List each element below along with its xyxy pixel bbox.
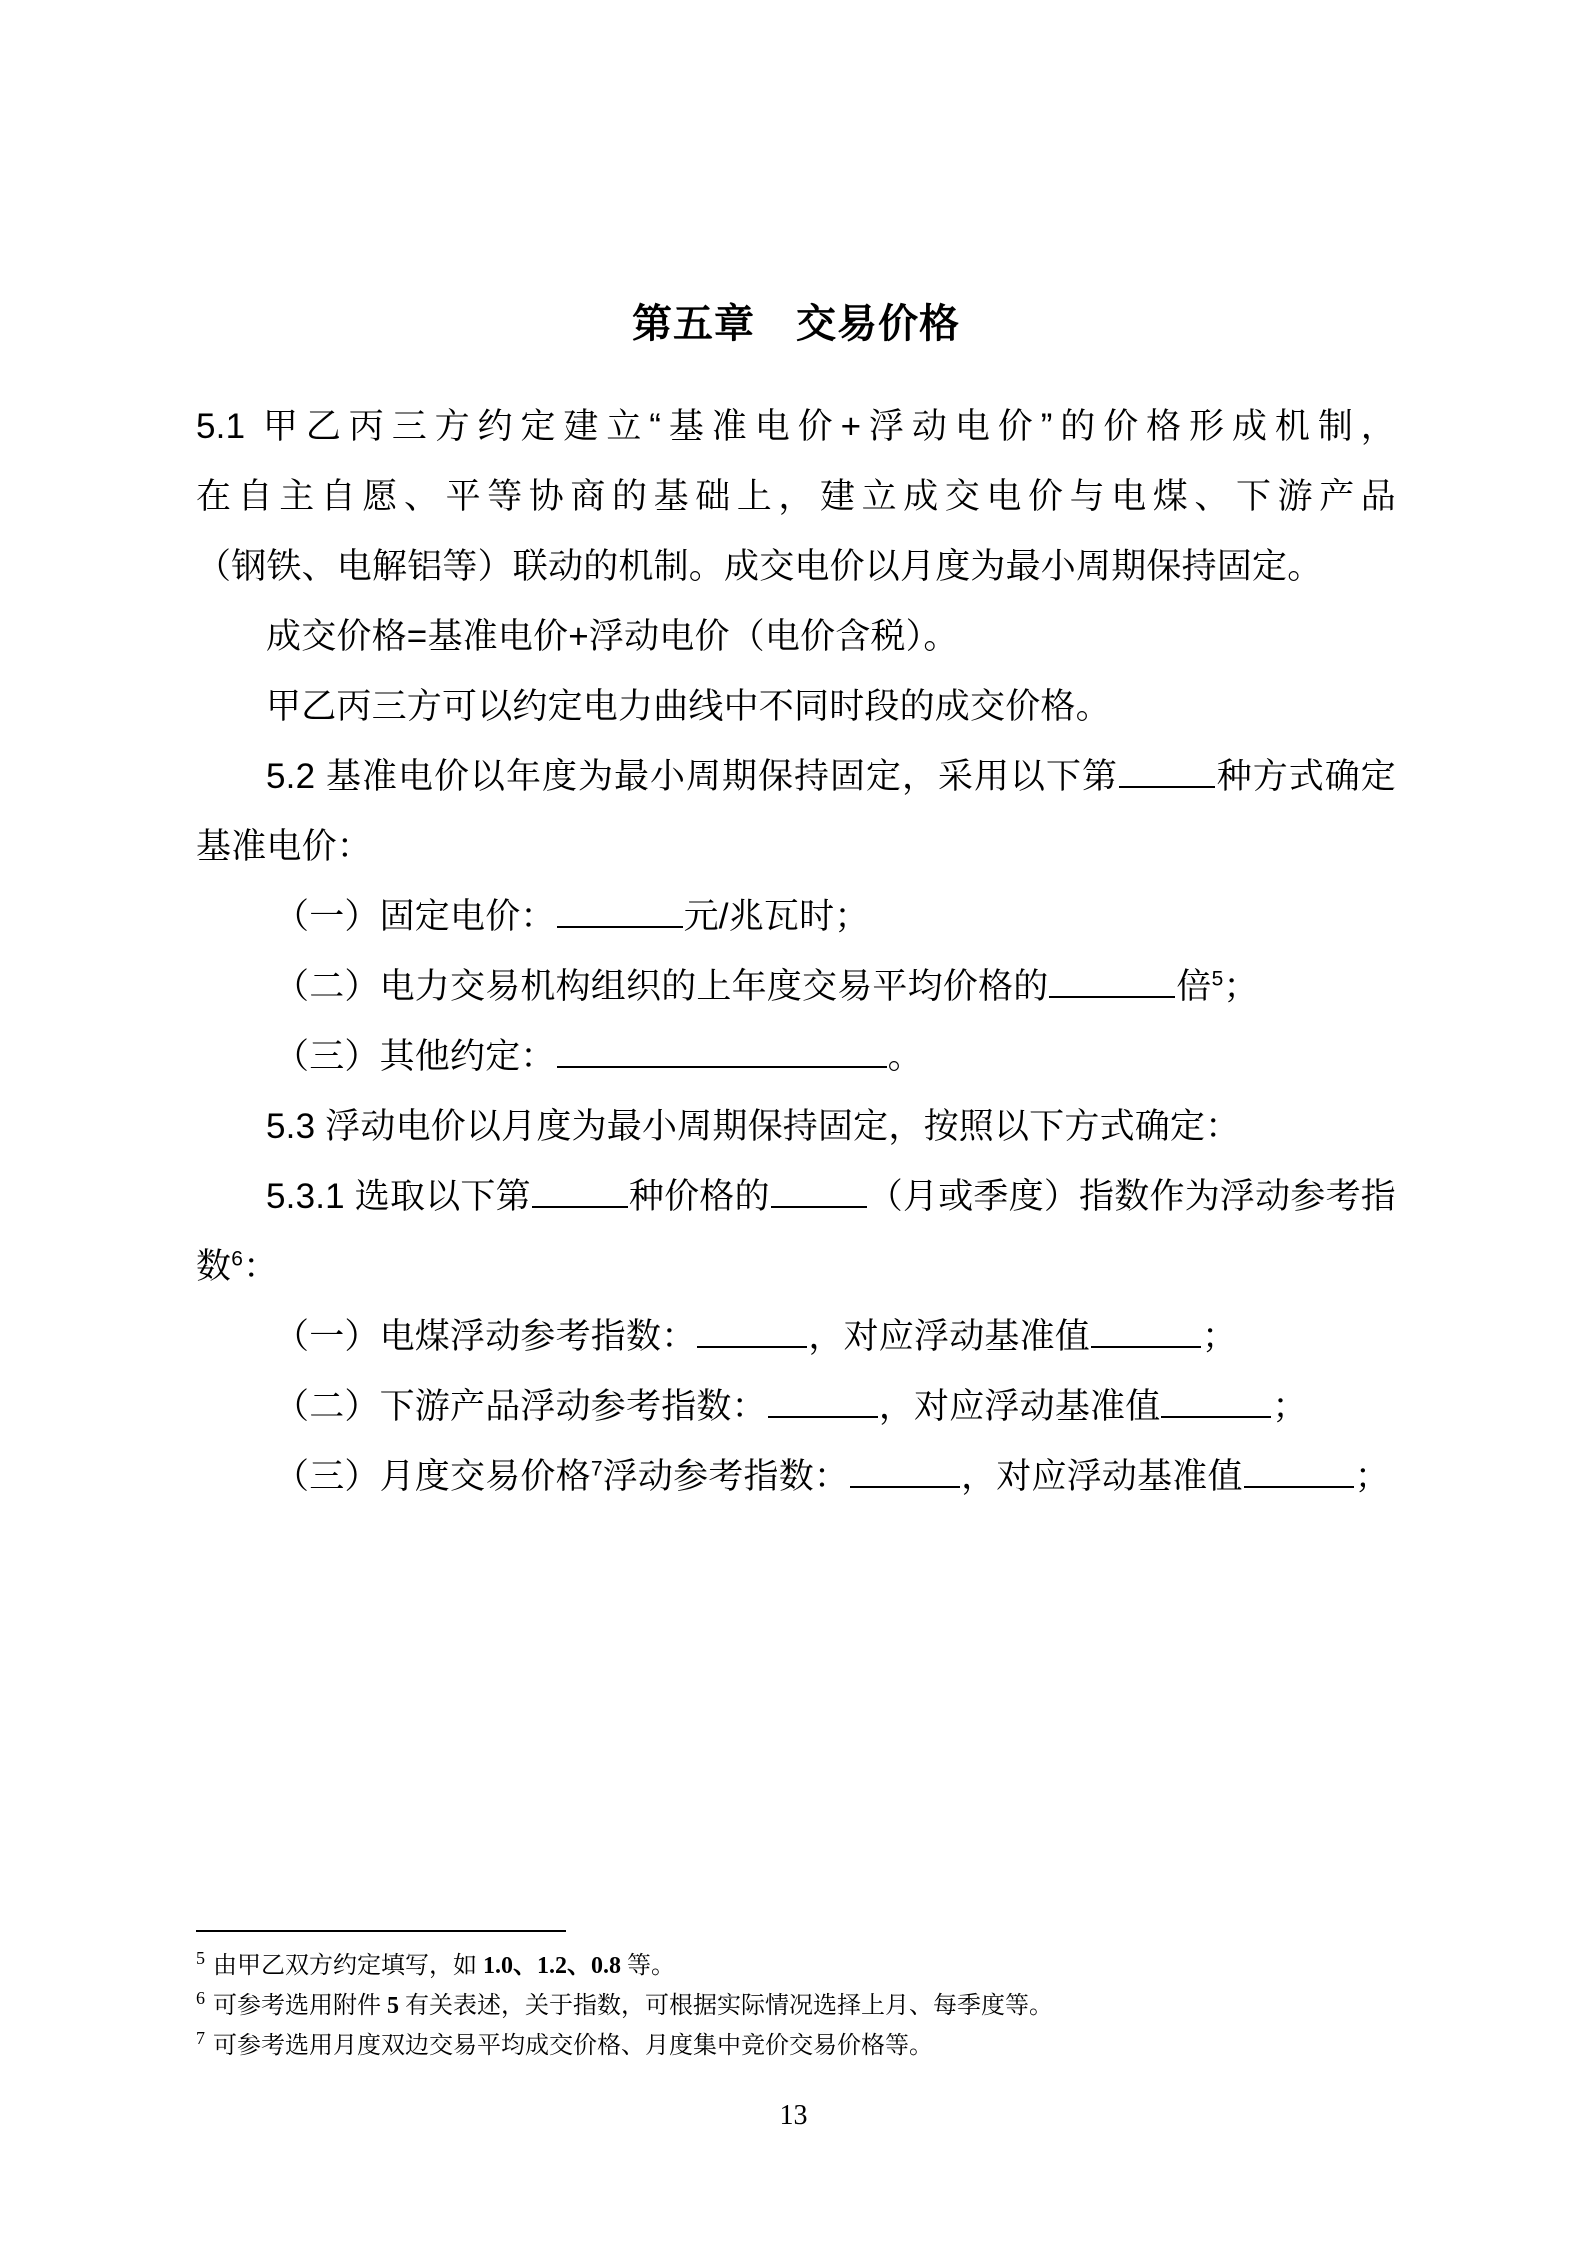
index-item-1	[196, 1302, 1396, 1372]
footnote-text-pre: 可参考选用月度双边交易平均成交价格、月度集中竞价交易价格等。	[213, 2033, 933, 2059]
blank-downstream-index[interactable]	[768, 1382, 878, 1418]
footnote-text-pre: 可参考选用附件	[213, 1993, 387, 2019]
footnote-mark-6: 6	[196, 1988, 205, 2008]
index-item-2	[196, 1372, 1396, 1442]
footnote-ref-6[interactable]: 6	[231, 1247, 244, 1271]
paragraph-price-formula	[196, 602, 1396, 672]
index-item-2-label: （二）下游产品浮动参考指数：	[274, 1387, 767, 1426]
index-item-3-label: （三）月度交易价格	[274, 1457, 591, 1496]
paragraph-5-3-1-part-d: 考指数	[196, 1177, 1396, 1286]
paragraph-5-1-line-2: 在自主自愿、平等协商的基础上，建立成交电价与电煤、下游产品	[196, 477, 1396, 516]
option-item-3-label: （三）其他约定：	[274, 1037, 556, 1076]
footnote-text-bold: 5	[387, 1993, 399, 2019]
footnote-ref-7[interactable]: 7	[590, 1457, 603, 1481]
option-item-3-end: 。	[887, 1037, 923, 1076]
chapter-title: 第五章 交易价格	[632, 302, 960, 346]
option-item-2	[196, 952, 1396, 1022]
blank-monthly-base-value[interactable]	[1244, 1452, 1354, 1488]
option-item-1-label: （一）固定电价：	[274, 897, 556, 936]
paragraph-5-1	[196, 392, 1396, 602]
index-item-3	[196, 1442, 1396, 1512]
footnote-text-pre: 由甲乙双方约定填写，如	[213, 1953, 483, 1979]
footnote-mark-7: 7	[196, 2028, 205, 2048]
paragraph-5-1-line-1: 5.1 甲乙丙三方约定建立“基准电价+浮动电价”的价格形成机制，	[196, 407, 1396, 446]
footnote-text-post: 有关表述，关于指数，可根据实际情况选择上月、每季度等。	[399, 1993, 1053, 2019]
index-item-1-end: ；	[1202, 1317, 1238, 1356]
paragraph-5-3-1-part-c: （月或季度）指数作为浮动参	[867, 1177, 1326, 1216]
index-item-2-end: ；	[1272, 1387, 1308, 1426]
index-item-2-mid: ，对应浮动基准值	[878, 1387, 1161, 1426]
paragraph-5-3-1-part-a: 5.3.1 选取以下第	[266, 1177, 531, 1216]
blank-monthly-price-index[interactable]	[850, 1452, 960, 1488]
index-item-1-label: （一）电煤浮动参考指数：	[274, 1317, 697, 1356]
index-item-1-mid: ，对应浮动基准值	[808, 1317, 1091, 1356]
index-item-3-label-b: 浮动参考指数：	[602, 1457, 850, 1496]
footnote-item	[196, 1946, 1406, 1986]
footnote-ref-5[interactable]: 5	[1211, 967, 1224, 991]
blank-coal-index[interactable]	[697, 1312, 807, 1348]
footnote-section	[196, 1930, 1406, 2066]
price-formula-text: 成交价格=基准电价+浮动电价（电价含税）。	[266, 617, 959, 656]
paragraph-5-3	[196, 1092, 1396, 1162]
paragraph-5-3-text: 5.3 浮动电价以月度为最小周期保持固定，按照以下方式确定：	[266, 1107, 1241, 1146]
option-item-3	[196, 1022, 1396, 1092]
blank-period[interactable]	[771, 1172, 867, 1208]
paragraph-curve-price	[196, 672, 1396, 742]
footnote-text-post: 等。	[621, 1953, 675, 1979]
footnote-text-bold: 1.0、1.2、0.8	[483, 1953, 621, 1979]
footnote-separator-rule	[196, 1930, 566, 1932]
paragraph-5-1-line-3: （钢铁、电解铝等）联动的机制。成交电价以月度为最小周期保持	[196, 547, 1217, 586]
footnote-item	[196, 2026, 1406, 2066]
paragraph-5-2-part-a: 5.2 基准电价以年度为最小周期保持固定，采用以下第	[266, 757, 1118, 796]
option-item-2-unit: 倍	[1176, 967, 1212, 1006]
page-number: 13	[779, 2100, 808, 2131]
paragraph-5-3-1-part-e: ：	[243, 1247, 279, 1286]
option-item-1-unit: 元/兆瓦时；	[683, 897, 870, 936]
paragraph-5-3-1	[196, 1162, 1396, 1302]
paragraph-5-3-1-part-b: 种价格的	[628, 1177, 770, 1216]
body-text	[196, 392, 1396, 1512]
option-item-2-label: （二）电力交易机构组织的上年度交易平均价格的	[274, 967, 1049, 1006]
footnote-mark-5: 5	[196, 1948, 205, 1968]
blank-other-agreement[interactable]	[557, 1032, 887, 1068]
footnote-item	[196, 1986, 1406, 2026]
page-content	[196, 0, 1396, 1512]
curve-price-text: 甲乙丙三方可以约定电力曲线中不同时段的成交价格。	[266, 687, 1111, 726]
option-item-2-end: ；	[1223, 967, 1259, 1006]
paragraph-5-1-line-4: 固定。	[1216, 547, 1323, 586]
index-item-3-mid: ，对应浮动基准值	[961, 1457, 1243, 1496]
blank-fixed-price[interactable]	[557, 892, 683, 928]
paragraph-5-2	[196, 742, 1396, 882]
option-item-1	[196, 882, 1396, 952]
blank-method-number[interactable]	[1119, 752, 1215, 788]
blank-downstream-base-value[interactable]	[1161, 1382, 1271, 1418]
blank-price-kind[interactable]	[532, 1172, 628, 1208]
blank-multiplier[interactable]	[1049, 962, 1175, 998]
blank-coal-base-value[interactable]	[1091, 1312, 1201, 1348]
paragraph-5-2-part-c: 式确定基准电价：	[196, 757, 1396, 866]
paragraph-5-2-part-b: 种方	[1215, 757, 1289, 796]
index-item-3-end: ；	[1354, 1457, 1390, 1496]
